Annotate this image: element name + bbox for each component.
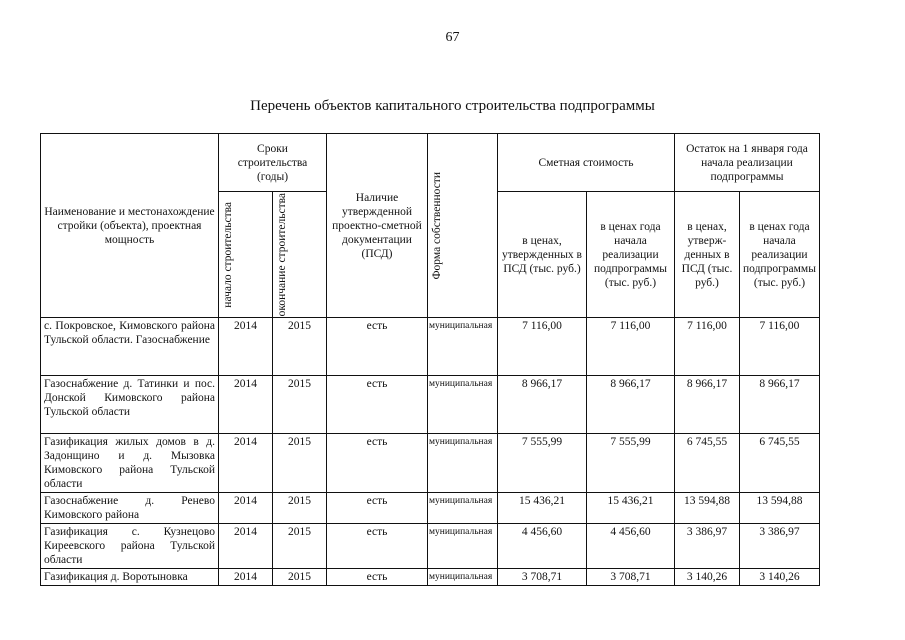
row-name: Газификация жилых домов в д. Задонщино и д. Мызовка Кимовского района Тульской области (41, 434, 219, 493)
header-start (219, 192, 273, 318)
row-name: Газоснабжение д. Ренево Кимовского района (41, 493, 219, 524)
header-end-text: окончание строительства (276, 193, 288, 317)
header-estimate-psd: в ценах, утвержденных в ПСД (тыс. руб.) (498, 192, 587, 318)
row-estimate-program: 15 436,21 (587, 493, 675, 524)
row-end: 2015 (273, 524, 327, 569)
row-estimate-psd: 15 436,21 (498, 493, 587, 524)
header-ownership (428, 134, 498, 318)
capital-construction-table (40, 133, 820, 586)
header-terms: Сроки строительства (годы) (219, 134, 327, 192)
header-remainder: Остаток на 1 января года начала реализации подпрограммы (675, 134, 820, 192)
row-name: Газификация с. Кузнецово Киреевского района Тульской области (41, 524, 219, 569)
row-remainder-psd: 7 116,00 (675, 318, 740, 376)
row-ownership: муниципальная (428, 524, 498, 569)
table-row (41, 318, 820, 376)
header-psd: Наличие утвержденной проектно-сметной документации (ПСД) (327, 134, 428, 318)
row-remainder-psd: 6 745,55 (675, 434, 740, 493)
row-start: 2014 (219, 434, 273, 493)
row-end: 2015 (273, 569, 327, 586)
row-ownership: муниципальная (428, 318, 498, 376)
row-psd: есть (327, 493, 428, 524)
row-start: 2014 (219, 318, 273, 376)
row-end: 2015 (273, 376, 327, 434)
row-psd: есть (327, 318, 428, 376)
row-remainder-psd: 13 594,88 (675, 493, 740, 524)
header-name: Наименование и местонахождение стройки (объекта), проектная мощность (41, 134, 219, 318)
row-name: Газификация д. Воротыновка (41, 569, 219, 586)
row-end: 2015 (273, 493, 327, 524)
header-remainder-psd: в ценах, утверж-денных в ПСД (тыс. руб.) (675, 192, 740, 318)
header-estimate-program: в ценах года начала реализации подпрограммы (тыс. руб.) (587, 192, 675, 318)
header-ownership-text: Форма собственности (431, 171, 443, 280)
row-psd: есть (327, 434, 428, 493)
row-ownership: муниципальная (428, 569, 498, 586)
row-remainder-program: 13 594,88 (740, 493, 820, 524)
row-start: 2014 (219, 493, 273, 524)
header-estimate: Сметная стоимость (498, 134, 675, 192)
row-ownership: муниципальная (428, 493, 498, 524)
row-remainder-psd: 3 386,97 (675, 524, 740, 569)
header-end (273, 192, 327, 318)
row-psd: есть (327, 376, 428, 434)
table-row (41, 524, 820, 569)
row-estimate-psd: 4 456,60 (498, 524, 587, 569)
row-estimate-psd: 8 966,17 (498, 376, 587, 434)
row-ownership: муниципальная (428, 376, 498, 434)
row-name: Газоснабжение д. Татинки и пос. Донской Кимовского района Тульской области (41, 376, 219, 434)
page-number: 67 (445, 30, 460, 45)
page-title: Перечень объектов капитального строительства подпрограммы (250, 98, 655, 114)
row-estimate-program: 7 555,99 (587, 434, 675, 493)
row-estimate-psd: 7 116,00 (498, 318, 587, 376)
row-remainder-program: 8 966,17 (740, 376, 820, 434)
row-remainder-program: 3 140,26 (740, 569, 820, 586)
row-ownership: муниципальная (428, 434, 498, 493)
row-estimate-program: 7 116,00 (587, 318, 675, 376)
row-psd: есть (327, 569, 428, 586)
row-name: с. Покровское, Кимовского района Тульской области. Газоснабжение (41, 318, 219, 376)
table-row (41, 569, 820, 586)
row-remainder-psd: 3 140,26 (675, 569, 740, 586)
table-row (41, 493, 820, 524)
row-remainder-program: 7 116,00 (740, 318, 820, 376)
row-remainder-program: 3 386,97 (740, 524, 820, 569)
table-row (41, 434, 820, 493)
row-remainder-program: 6 745,55 (740, 434, 820, 493)
row-estimate-psd: 7 555,99 (498, 434, 587, 493)
row-start: 2014 (219, 376, 273, 434)
row-psd: есть (327, 524, 428, 569)
row-end: 2015 (273, 434, 327, 493)
row-estimate-program: 4 456,60 (587, 524, 675, 569)
row-start: 2014 (219, 524, 273, 569)
header-start-text: начало строительства (222, 201, 234, 308)
row-estimate-psd: 3 708,71 (498, 569, 587, 586)
row-end: 2015 (273, 318, 327, 376)
header-remainder-program: в ценах года начала реализации подпрограммы (тыс. руб.) (740, 192, 820, 318)
row-estimate-program: 3 708,71 (587, 569, 675, 586)
row-estimate-program: 8 966,17 (587, 376, 675, 434)
row-start: 2014 (219, 569, 273, 586)
table-row (41, 376, 820, 434)
row-remainder-psd: 8 966,17 (675, 376, 740, 434)
